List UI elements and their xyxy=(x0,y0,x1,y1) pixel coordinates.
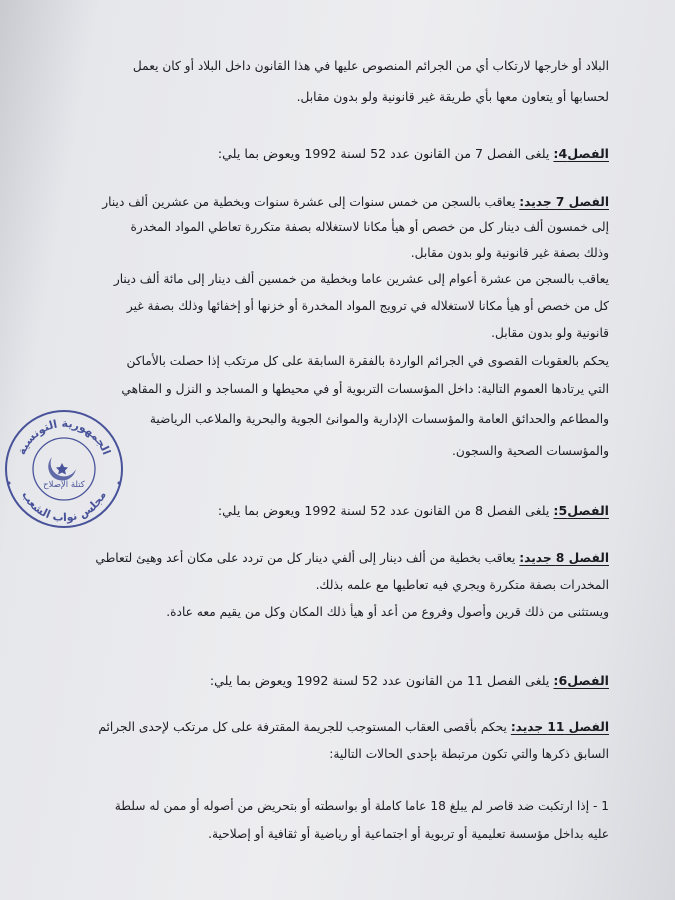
text-line: عليه بداخل مؤسسة تعليمية أو تربوية أو اجتماعية أو رياضية أو ثقافية أو إصلاحية. xyxy=(208,827,609,841)
stamp-bottom-text: مجلس نواب الشعب xyxy=(19,488,109,525)
text-line: والمطاعم والحدائق العامة والمؤسسات الإدارية والموانئ الجوية والبحرية والملاعب الرياضية xyxy=(149,412,609,426)
text-line: كل من خصص أو هيأ مكانا لاستغلاله في ترويج المواد المخدرة أو خزنها أو إخفائها وذلك بصفة غير xyxy=(126,299,609,313)
article-text: يعاقب بخطية من ألف دينار إلى ألفي دينار كل من تردد على مكان أعد وهيئ لتعاطي xyxy=(95,551,520,565)
text-line xyxy=(62,193,609,211)
stamp-dot xyxy=(8,482,11,485)
section-heading-label: الفصل5: xyxy=(553,503,609,518)
text-line: يحكم بالعقوبات القصوى في الجرائم الواردة بالفقرة السابقة على كل مرتكب إذا حصلت بالأماكن xyxy=(126,354,609,368)
text-line: لحسابها أو يتعاون معها بأي طريقة غير قانونية ولو بدون مقابل. xyxy=(296,90,609,104)
text-line xyxy=(62,549,609,567)
stamp-dot xyxy=(118,482,121,485)
text-line: يعاقب بالسجن من عشرة أعوام إلى عشرين عاما وبخطية من خمسين ألف دينار إلى مائة ألف دينار xyxy=(113,272,609,286)
text-line: المخدرات بصفة متكررة ويجري فيه تعاطيها مع علمه بذلك. xyxy=(315,578,609,592)
new-article-label: الفصل 7 جديد: xyxy=(519,195,609,209)
text-line: 1 - إذا ارتكبت ضد قاصر لم يبلغ 18 عاما كاملة أو بواسطته أو بتحريض من أصوله أو ممن له سلطة xyxy=(114,799,609,813)
text-line: وذلك بصفة غير قانونية ولو بدون مقابل. xyxy=(410,246,609,260)
section-heading xyxy=(62,145,609,163)
section-heading-text: يلغى الفصل 11 من القانون عدد 52 لسنة 1992 ويعوض بما يلي: xyxy=(209,673,554,688)
text-line: والمؤسسات الصحية والسجون. xyxy=(452,444,609,458)
crescent-star-icon xyxy=(48,457,76,481)
text-line: البلاد أو خارجها لارتكاب أي من الجرائم المنصوص عليها في هذا القانون داخل البلاد أو كان يعمل xyxy=(132,59,609,73)
section-heading-label: الفصل6: xyxy=(553,673,609,688)
new-article-label: الفصل 11 جديد: xyxy=(510,720,609,734)
article-text: يحكم بأقصى العقاب المستوجب للجريمة المقترفة على كل مرتكب لإحدى الجرائم xyxy=(98,720,511,734)
section-heading-text: يلغى الفصل 8 من القانون عدد 52 لسنة 1992 ويعوض بما يلي: xyxy=(217,503,554,518)
text-line: التي يرتادها العموم التالية: داخل المؤسسات التربوية أو في محيطها و المساجد و النزل و المقاهي xyxy=(121,382,609,396)
article-text: يعاقب بالسجن من خمس سنوات إلى عشرة سنوات وبخطية من عشرين ألف دينار xyxy=(102,195,520,209)
new-article-label: الفصل 8 جديد: xyxy=(519,551,609,565)
text-line: قانونية ولو بدون مقابل. xyxy=(491,326,609,340)
text-line: إلى خمسون ألف دينار كل من خصص أو هيأ مكانا لاستغلاله بصفة متكررة تعاطي المواد المخدرة xyxy=(130,220,609,234)
stamp-top-text: الجمهورية التونسية xyxy=(14,416,114,457)
text-line xyxy=(62,718,609,736)
text-line: ويستثنى من ذلك قرين وأصول وفروع من أعد أو هيأ ذلك المكان وكل من يقيم معه عادة. xyxy=(166,605,609,619)
section-heading xyxy=(62,672,609,690)
section-heading-label: الفصل4: xyxy=(553,146,609,161)
stamp-inner-text: كتلة الإصلاح xyxy=(43,480,85,490)
section-heading xyxy=(62,502,609,520)
section-heading-text: يلغى الفصل 7 من القانون عدد 52 لسنة 1992 ويعوض بما يلي: xyxy=(217,146,554,161)
official-stamp xyxy=(0,405,128,533)
text-line: السابق ذكرها والتي تكون مرتبطة بإحدى الحالات التالية: xyxy=(329,747,609,761)
